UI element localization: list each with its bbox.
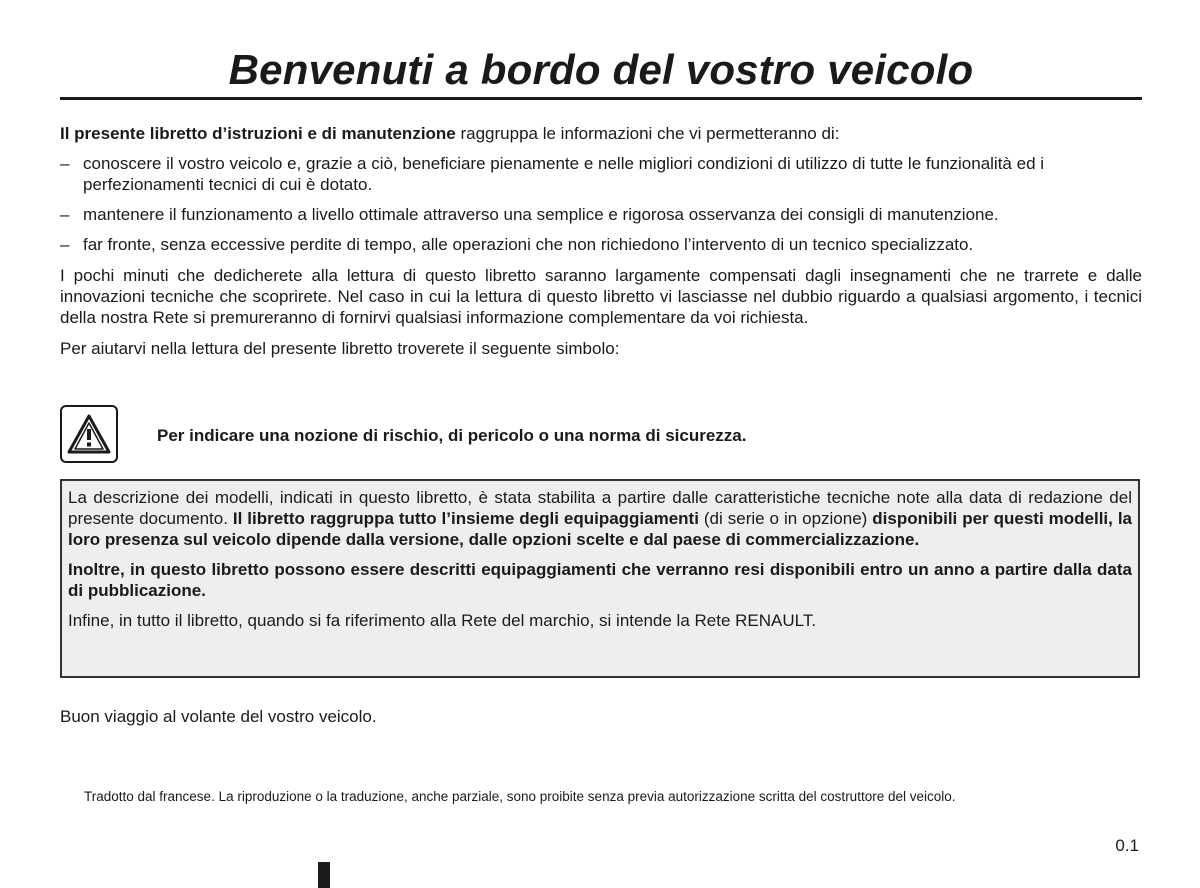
translation-footnote: Tradotto dal francese. La riproduzione o la traduzione, anche parziale, sono proibite senza previa autorizzazione scritta del costruttore del veicolo. xyxy=(84,789,956,804)
note-bold-text: Inoltre, in questo libretto possono essere descritti equipaggiamenti che verranno resi disponibili entro un anno a partire dalla data di pubblicazione. xyxy=(68,560,1132,600)
symbol-intro-paragraph: Per aiutarvi nella lettura del presente libretto troverete il seguente simbolo: xyxy=(60,339,620,358)
list-dash: – xyxy=(60,154,70,173)
list-item xyxy=(60,234,1142,255)
symbol-description: Per indicare una nozione di rischio, di pericolo o una norma di sicurezza. xyxy=(157,426,747,445)
list-dash: – xyxy=(60,235,70,254)
intro-paragraph xyxy=(60,123,1142,144)
note-text: La descrizione dei modelli, indicati in questo libretto, è stata stabilita a partire dalle caratteristiche tecniche note alla data di redazione del presente documento. xyxy=(68,488,1132,528)
intro-bold: Il presente libretto d’istruzioni e di manutenzione xyxy=(60,124,456,143)
note-paragraph xyxy=(68,487,1132,550)
title-underline xyxy=(60,97,1142,100)
list-item-text: far fronte, senza eccessive perdite di tempo, alle operazioni che non richiedono l’intervento di un tecnico specializzato. xyxy=(83,235,974,254)
purpose-list xyxy=(60,153,1142,264)
list-item-text: conoscere il vostro veicolo e, grazie a ciò, beneficiare pienamente e nelle migliori condizioni di utilizzo di tutte le funzionalità ed i perfezionamenti tecnici di cui è dotato. xyxy=(83,154,1045,194)
list-item xyxy=(60,204,1142,225)
list-item-text: mantenere il funzionamento a livello ottimale attraverso una semplice e rigorosa osservanza dei consigli di manutenzione. xyxy=(83,205,999,224)
intro-rest: raggruppa le informazioni che vi permetteranno di: xyxy=(455,124,840,143)
page-title: Benvenuti a bordo del vostro veicolo xyxy=(228,46,974,93)
note-bold-text: Il libretto raggruppa tutto l’insieme degli equipaggiamenti xyxy=(232,509,699,528)
page-number: 0.1 xyxy=(1115,836,1139,855)
list-dash: – xyxy=(60,205,70,224)
list-item xyxy=(60,153,1142,195)
note-text: (di serie o in opzione) xyxy=(698,509,873,528)
note-paragraph xyxy=(68,559,1132,601)
symbol-legend xyxy=(60,405,1142,467)
section-tab-marker xyxy=(318,862,330,888)
note-bold-text: disponibili per questi modelli, la loro presenza sul veicolo dipende dalla versione, dalle opzioni scelte e dal paese di commercializzazione. xyxy=(68,509,1132,549)
models-note-box xyxy=(60,479,1140,678)
note-paragraph: Infine, in tutto il libretto, quando si fa riferimento alla Rete del marchio, si intende la Rete RENAULT. xyxy=(68,611,817,630)
warning-triangle-icon xyxy=(60,405,118,463)
closing-line: Buon viaggio al volante del vostro veicolo. xyxy=(60,707,377,726)
info-paragraph: I pochi minuti che dedicherete alla lettura di questo libretto saranno largamente compensati dagli insegnamenti che ne trarrete e dalle innovazioni tecniche che scoprirete. Nel caso in cui la lettura di questo libretto vi lasciasse nel dubbio riguardo a qualsiasi argomento, i tecnici della nostra Rete si premureranno di fornirvi qualsiasi informazione complementare da voi richiesta. xyxy=(60,266,1142,327)
